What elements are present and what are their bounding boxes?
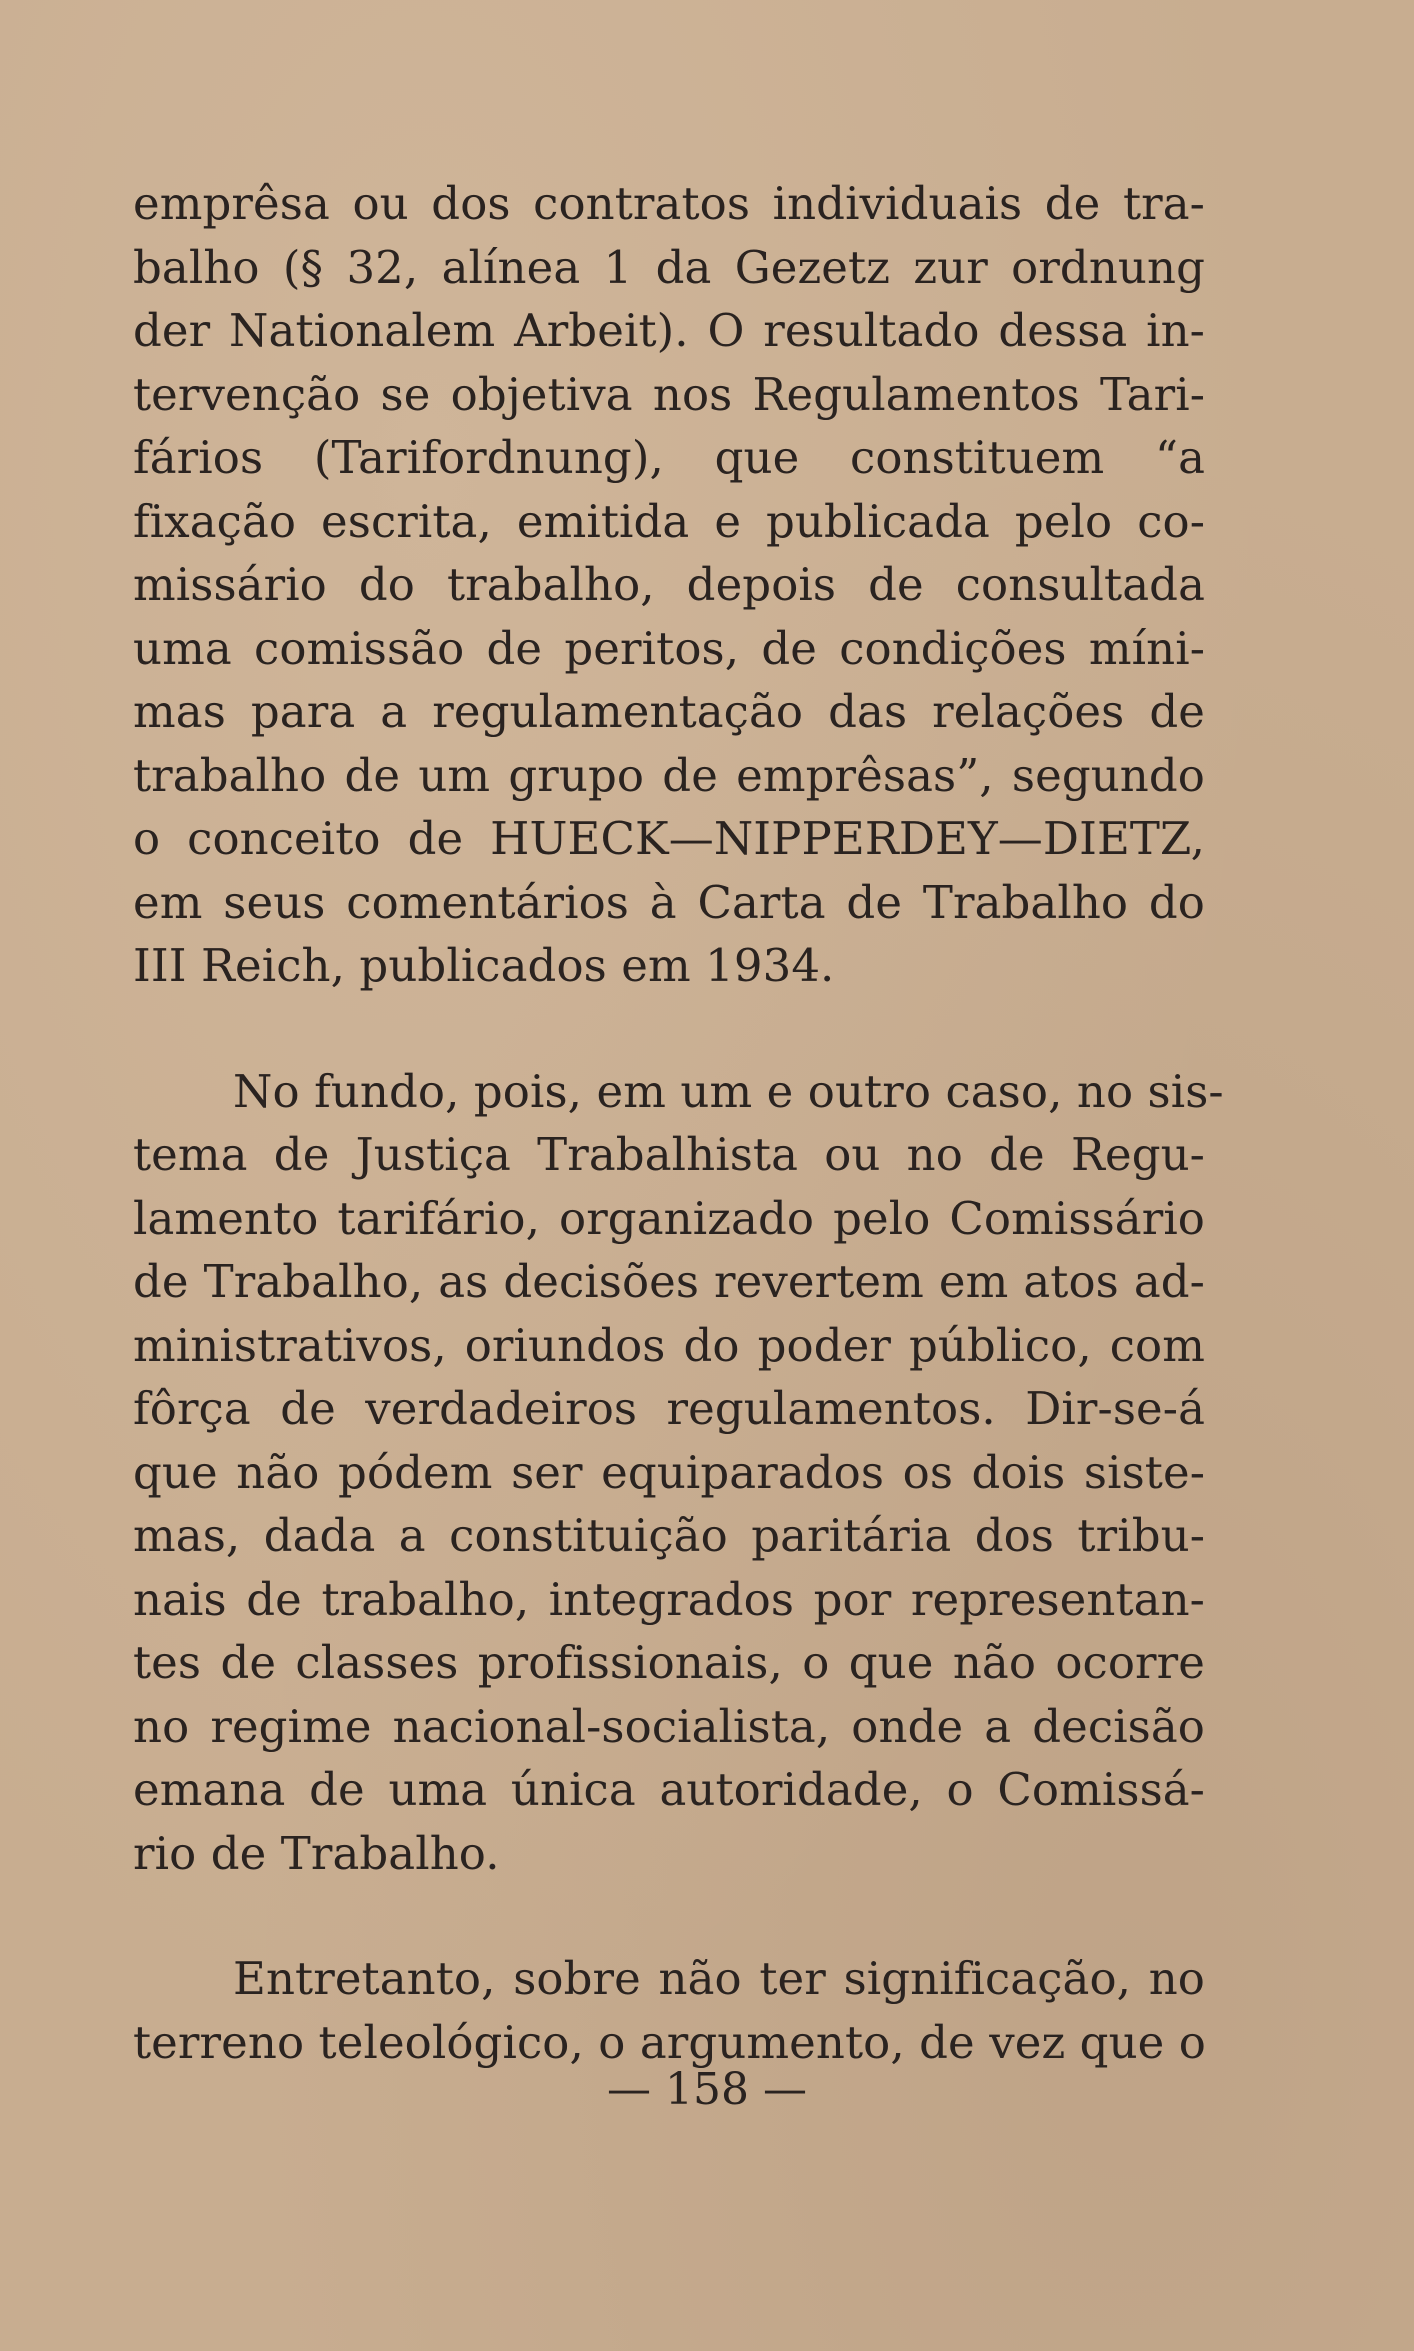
text-line: mas, dada a constituição paritária dos tribu- — [133, 1509, 1205, 1562]
text-line: trabalho de um grupo de emprêsas”, segundo — [133, 748, 1205, 802]
text-line: tervenção se objetiva nos Regulamentos Tari- — [133, 367, 1205, 421]
text-line: emana de uma única autoridade, o Comissá- — [133, 1763, 1205, 1816]
text-line: rio de Trabalho. — [133, 1826, 500, 1880]
text-line: em seus comentários à Carta de Trabalho do — [133, 875, 1205, 929]
text-line: o conceito de HUECK—NIPPERDEY—DIETZ, — [133, 812, 1205, 865]
body-text — [133, 172, 1224, 2074]
text-line: tema de Justiça Trabalhista ou no de Regu- — [133, 1128, 1205, 1181]
text-line: no regime nacional-socialista, onde a decisão — [133, 1699, 1205, 1753]
text-line: fários (Tarifordnung), que constituem “a — [133, 431, 1205, 484]
text-line: que não pódem ser equiparados os dois siste- — [133, 1445, 1205, 1499]
text-line: fôrça de verdadeiros regulamentos. Dir-se-á — [133, 1382, 1205, 1435]
text-line: ministrativos, oriundos do poder público, com — [133, 1318, 1205, 1372]
text-line: tes de classes profissionais, o que não ocorre — [133, 1636, 1205, 1689]
text-line: uma comissão de peritos, de condições míni- — [133, 621, 1205, 675]
text-line: fixação escrita, emitida e publicada pelo co- — [133, 494, 1205, 548]
text-line: nais de trabalho, integrados por representan- — [133, 1572, 1205, 1626]
page-number: — 158 — — [607, 2064, 807, 2115]
paragraph-gap — [133, 998, 1205, 1060]
text-line: Entretanto, sobre não ter significação, no — [233, 1952, 1205, 2005]
text-line: mas para a regulamentação das relações de — [133, 685, 1205, 738]
paragraph-gap — [133, 1885, 1205, 1947]
text-line: balho (§ 32, alínea 1 da Gezetz zur ordnung — [133, 240, 1205, 294]
text-line: de Trabalho, as decisões revertem em atos ad- — [133, 1255, 1205, 1308]
text-line: lamento tarifário, organizado pelo Comissário — [133, 1191, 1205, 1245]
text-line: der Nationalem Arbeit). O resultado dessa in- — [133, 304, 1205, 357]
text-line: missário do trabalho, depois de consultada — [133, 558, 1205, 611]
text-line: III Reich, publicados em 1934. — [133, 939, 835, 992]
text-line: emprêsa ou dos contratos individuais de tra- — [133, 177, 1205, 230]
text-line: terreno teleológico, o argumento, de vez que o — [133, 2015, 1206, 2069]
text-line: No fundo, pois, em um e outro caso, no sis- — [233, 1064, 1224, 1118]
